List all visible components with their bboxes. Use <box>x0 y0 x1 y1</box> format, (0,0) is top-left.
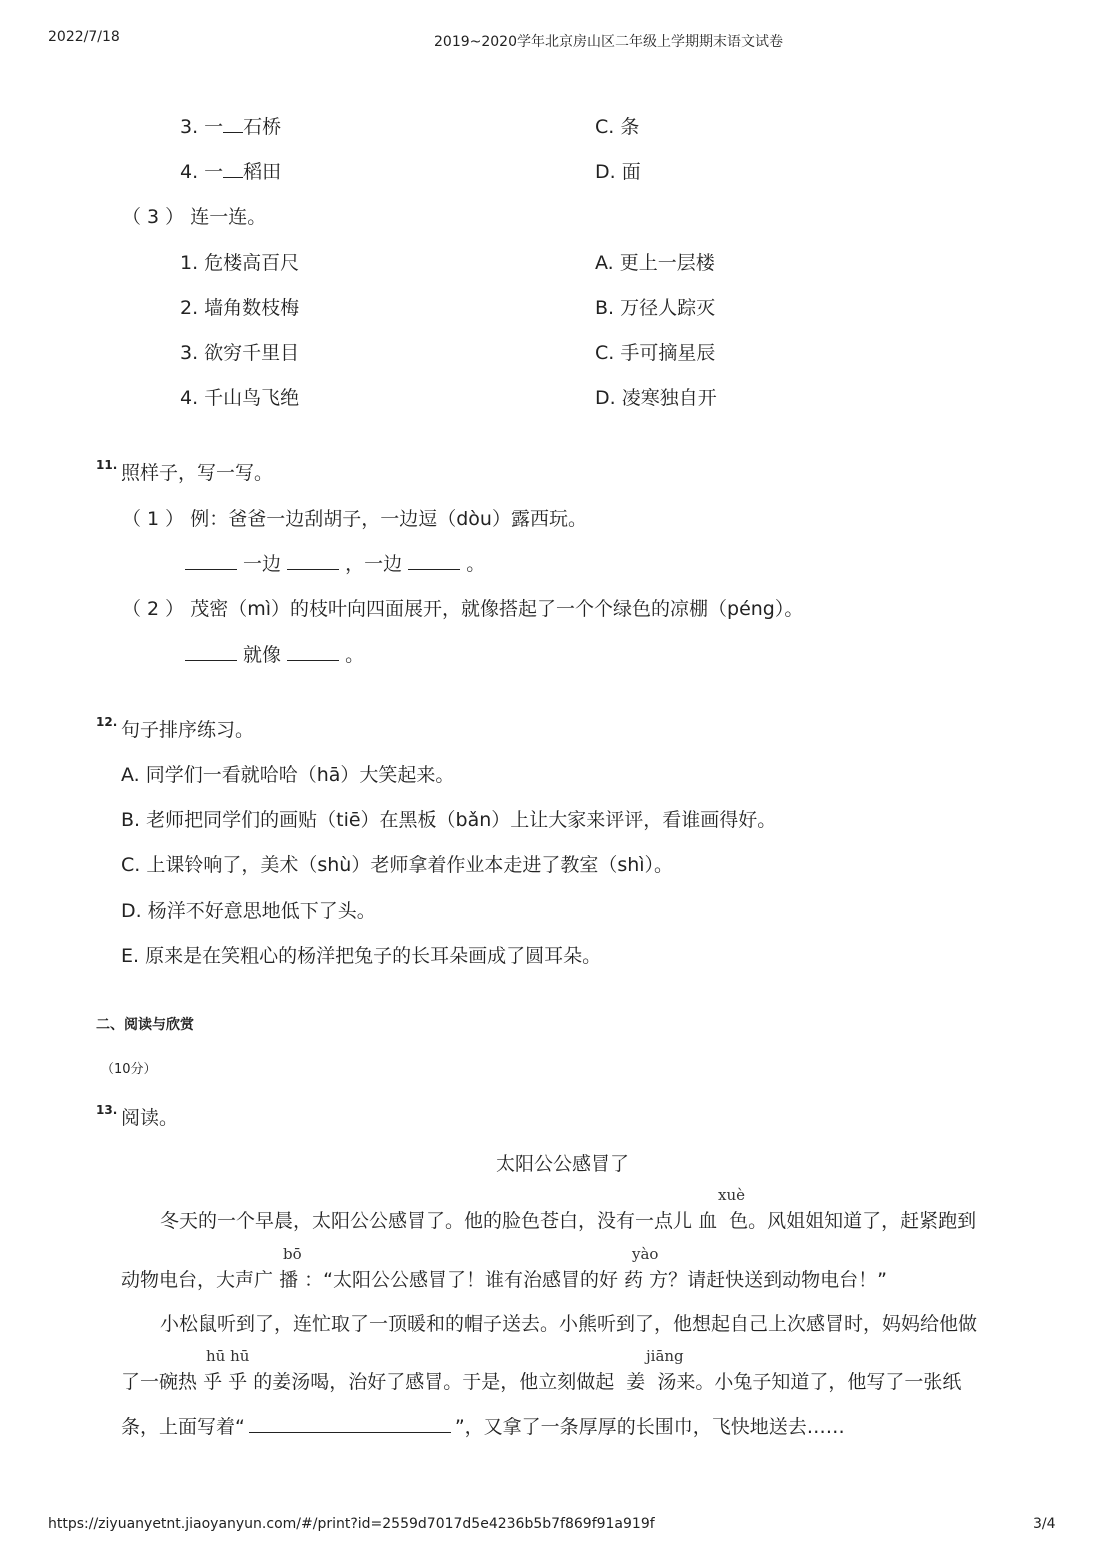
pinyin-yao: yào <box>632 1245 659 1263</box>
q10-row3-option: C. 条 <box>595 116 640 138</box>
pinyin-huhu: hū hū <box>206 1347 250 1365</box>
passage-text: 方？请赶快送到动物电台！” <box>649 1269 887 1291</box>
section-title: 二、阅读与欣赏 <box>96 1017 194 1033</box>
q12-item-b: B. 老师把同学们的画贴（tiē）在黑板（bǎn）上让大家来评评，看谁画得好。 <box>121 809 777 831</box>
passage-text: 的姜汤喝，治好了感冒。于是，他立刻做起 <box>253 1371 615 1393</box>
match-left-1[interactable]: 1. 危楼高百尺 <box>180 252 300 274</box>
passage-char-hu-1: 乎 <box>203 1371 223 1393</box>
q10-sub3-label: （ 3 ） <box>122 206 185 228</box>
q10-row4-word: 稻田 <box>243 161 282 183</box>
passage-line-4 <box>121 1369 961 1395</box>
q11-sub2-text: 茂密（mì）的枝叶向四面展开，就像搭起了一个个绿色的凉棚（péng）。 <box>190 598 804 620</box>
passage-char-jiang: 姜 <box>626 1371 646 1393</box>
q11-sub1-blank-2[interactable] <box>287 568 339 570</box>
footer-url: https://ziyuanyetnt.jiaoyanyun.com/#/print?id=2559d7017d5e4236b5b7f869f91a919f <box>48 1516 655 1532</box>
passage-text: 条，上面写着“ <box>121 1416 245 1438</box>
q12-number: 12. <box>96 715 118 729</box>
passage-char-hu-2: 乎 <box>228 1371 248 1393</box>
q10-row3-word: 石桥 <box>243 116 282 138</box>
match-right-c[interactable]: C. 手可摘星辰 <box>595 342 716 364</box>
passage-line-1 <box>160 1208 976 1234</box>
document-title: 2019~2020学年北京房山区二年级上学期期末语文试卷 <box>434 34 783 50</box>
q13-number: 13. <box>96 1103 118 1117</box>
q12-item-a: A. 同学们一看就哈哈（hā）大笑起来。 <box>121 764 455 786</box>
q11-sub1-yibian-2: ，一边 <box>345 553 403 575</box>
q11-sub1-label: （ 1 ） <box>122 508 185 530</box>
passage-line-3: 小松鼠听到了，连忙取了一顶暖和的帽子送去。小熊听到了，他想起自己上次感冒时，妈妈给他做 <box>160 1313 978 1335</box>
pinyin-bo: bō <box>283 1245 302 1263</box>
q11-sub2-answer <box>185 642 364 668</box>
q12-stem: 句子排序练习。 <box>121 719 255 741</box>
match-left-3[interactable]: 3. 欲穷千里目 <box>180 342 300 364</box>
section-score: （10分） <box>101 1062 157 1077</box>
pinyin-xue: xuè <box>718 1186 745 1204</box>
q11-sub1-yibian-1: 一边 <box>243 553 282 575</box>
q11-sub1-answer <box>185 551 485 577</box>
passage-text: 动物电台，大声广 <box>121 1269 274 1291</box>
pinyin-jiang: jiāng <box>646 1347 684 1365</box>
note-answer-blank[interactable] <box>249 1431 451 1433</box>
q11-number: 11. <box>96 458 118 472</box>
match-right-b[interactable]: B. 万径人踪灭 <box>595 297 716 319</box>
passage-text: 汤来。小兔子知道了，他写了一张纸 <box>657 1371 962 1393</box>
match-right-a[interactable]: A. 更上一层楼 <box>595 252 715 274</box>
q10-row3-left <box>180 114 281 140</box>
page-number: 3/4 <box>1033 1516 1056 1532</box>
match-right-d[interactable]: D. 凌寒独自开 <box>595 387 717 409</box>
q11-sub1 <box>122 506 587 532</box>
q10-row4-blank[interactable] <box>223 176 243 178</box>
q10-row4-option: D. 面 <box>595 161 641 183</box>
q10-sub3-text: 连一连。 <box>190 206 267 228</box>
passage-char-yao: 药 <box>624 1269 644 1291</box>
passage-char-bo: 播 <box>279 1269 299 1291</box>
passage-text: 色。风姐姐知道了，赶紧跑到 <box>729 1210 977 1232</box>
q11-stem: 照样子，写一写。 <box>121 462 274 484</box>
q11-sub1-text: 例：爸爸一边刮胡子，一边逗（dòu）露西玩。 <box>190 508 587 530</box>
q10-row3-blank[interactable] <box>223 131 243 133</box>
passage-line-5 <box>121 1414 845 1440</box>
passage-line-2 <box>121 1267 887 1293</box>
q11-sub2-blank-1[interactable] <box>185 659 237 661</box>
passage-char-xue: 血 <box>698 1210 718 1232</box>
q11-sub2-end: 。 <box>345 644 365 666</box>
q10-row4-left <box>180 159 281 185</box>
q12-item-e: E. 原来是在笑粗心的杨洋把兔子的长耳朵画成了圆耳朵。 <box>121 945 602 967</box>
q10-sub3 <box>122 204 266 230</box>
q11-sub1-blank-1[interactable] <box>185 568 237 570</box>
passage-text: ”，又拿了一条厚厚的长围巾，飞快地送去…… <box>454 1416 845 1438</box>
passage-title: 太阳公公感冒了 <box>496 1153 630 1175</box>
q13-stem: 阅读。 <box>121 1107 179 1129</box>
match-left-4[interactable]: 4. 千山鸟飞绝 <box>180 387 300 409</box>
q11-sub2-label: （ 2 ） <box>122 598 185 620</box>
q11-sub1-blank-3[interactable] <box>408 568 460 570</box>
match-left-2[interactable]: 2. 墙角数枝梅 <box>180 297 300 319</box>
q11-sub2-jiuxiang: 就像 <box>243 644 282 666</box>
passage-text: 了一碗热 <box>121 1371 198 1393</box>
q11-sub1-end: 。 <box>466 553 486 575</box>
q10-row4-num: 4. 一 <box>180 161 224 183</box>
passage-text: 冬天的一个早晨，太阳公公感冒了。他的脸色苍白，没有一点儿 <box>160 1210 693 1232</box>
passage-text: ：“太阳公公感冒了！谁有治感冒的好 <box>304 1269 618 1291</box>
q12-item-d: D. 杨洋不好意思地低下了头。 <box>121 900 376 922</box>
print-date: 2022/7/18 <box>48 29 120 45</box>
q10-row3-num: 3. 一 <box>180 116 224 138</box>
q11-sub2-blank-2[interactable] <box>287 659 339 661</box>
q11-sub2 <box>122 596 803 622</box>
q12-item-c: C. 上课铃响了，美术（shù）老师拿着作业本走进了教室（shì）。 <box>121 854 674 876</box>
